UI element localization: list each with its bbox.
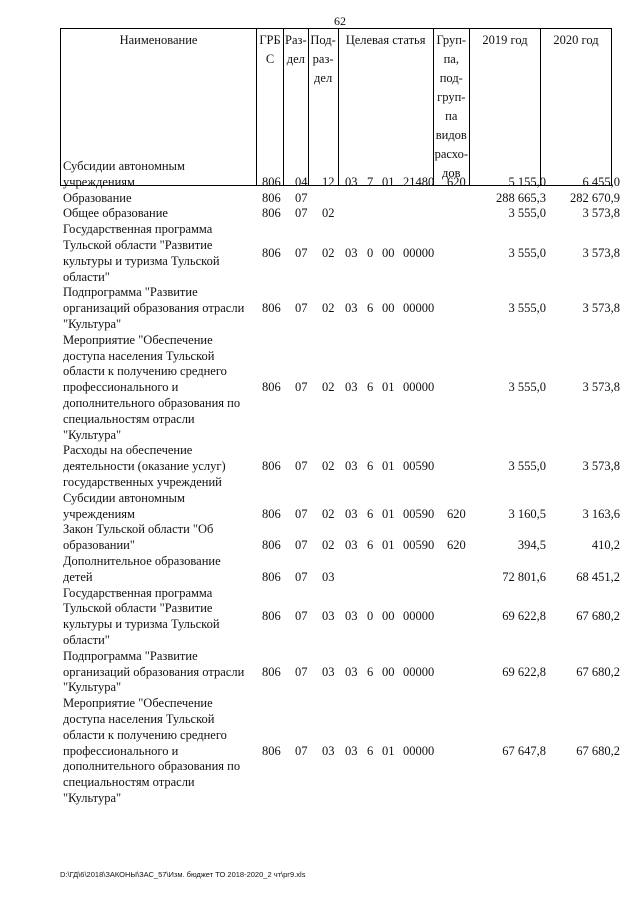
cell-2019: 69 622,8 — [502, 609, 546, 624]
cell-razdel: 07 — [295, 664, 308, 679]
row-name: Расходы на обеспечение деятельности (оказание услуг) государственных учреждений — [63, 443, 226, 489]
cell-cs-subprogram: 6 — [367, 301, 374, 316]
cell-2019: 3 555,0 — [508, 206, 546, 221]
cell-cs-event: 00 — [382, 664, 395, 679]
table-row — [0, 206, 640, 222]
cell-podrazdel: 03 — [322, 569, 335, 584]
cell-grbs: 806 — [262, 459, 281, 474]
cell-cs-subprogram: 7 — [367, 174, 374, 189]
cell-gruppa: 620 — [447, 174, 466, 189]
row-name: Образование — [63, 190, 132, 205]
cell-2020: 410,2 — [591, 538, 620, 553]
cell-cs-event: 00 — [382, 245, 395, 260]
cell-podrazdel: 02 — [322, 538, 335, 553]
cell-razdel: 07 — [295, 506, 308, 521]
header-celevaya-statya: Целевая статья — [338, 29, 433, 186]
header-grbs: ГРБ С — [257, 29, 284, 186]
cell-podrazdel: 03 — [322, 743, 335, 758]
cell-cs-event: 01 — [382, 506, 395, 521]
cell-2019: 3 555,0 — [508, 380, 546, 395]
cell-cs-event: 00 — [382, 301, 395, 316]
row-name: Дополнительное образование детей — [63, 553, 221, 584]
cell-grbs: 806 — [262, 301, 281, 316]
cell-cs-program: 03 — [345, 743, 358, 758]
row-name: Закон Тульской области "Об образовании" — [63, 522, 214, 553]
cell-podrazdel: 02 — [322, 459, 335, 474]
cell-cs-event: 01 — [382, 743, 395, 758]
table-row — [0, 333, 640, 444]
cell-cs-subprogram: 6 — [367, 538, 374, 553]
cell-podrazdel: 02 — [322, 380, 335, 395]
cell-cs-program: 03 — [345, 609, 358, 624]
cell-cs-direction: 00000 — [403, 245, 435, 260]
cell-2020: 3 573,8 — [582, 301, 620, 316]
table-row — [0, 443, 640, 490]
header-razdel: Раз- дел — [284, 29, 309, 186]
cell-podrazdel: 03 — [322, 664, 335, 679]
cell-grbs: 806 — [262, 664, 281, 679]
page-number: 62 — [334, 14, 346, 28]
cell-cs-program: 03 — [345, 538, 358, 553]
cell-podrazdel: 03 — [322, 609, 335, 624]
cell-grbs: 806 — [262, 206, 281, 221]
cell-2020: 68 451,2 — [576, 569, 620, 584]
cell-razdel: 07 — [295, 301, 308, 316]
cell-podrazdel: 02 — [322, 506, 335, 521]
cell-grbs: 806 — [262, 190, 281, 205]
row-name: Государственная программа Тульской области "Развитие культуры и туризма Тульской области" — [63, 222, 220, 284]
cell-cs-subprogram: 0 — [367, 245, 374, 260]
cell-podrazdel: 12 — [322, 174, 335, 189]
cell-razdel: 07 — [295, 245, 308, 260]
cell-razdel: 07 — [295, 569, 308, 584]
table-row — [0, 696, 640, 807]
cell-cs-direction: 00000 — [403, 743, 435, 758]
row-name: Подпрограмма "Развитие организаций образования отрасли "Культура" — [63, 648, 245, 695]
cell-grbs: 806 — [262, 538, 281, 553]
row-name: Мероприятие "Обеспечение доступа населения Тульской области к получению среднего профессионального и дополнительного образования по специальностям отрасли "Культура" — [63, 696, 241, 805]
cell-cs-program: 03 — [345, 380, 358, 395]
cell-razdel: 07 — [295, 743, 308, 758]
cell-gruppa: 620 — [447, 538, 466, 553]
cell-cs-program: 03 — [345, 245, 358, 260]
table-row — [0, 222, 640, 285]
cell-cs-event: 01 — [382, 174, 395, 189]
cell-grbs: 806 — [262, 743, 281, 758]
cell-razdel: 07 — [295, 459, 308, 474]
row-name: Государственная программа Тульской области "Развитие культуры и туризма Тульской области" — [63, 585, 220, 647]
cell-cs-program: 03 — [345, 301, 358, 316]
cell-grbs: 806 — [262, 380, 281, 395]
cell-cs-program: 03 — [345, 506, 358, 521]
cell-cs-program: 03 — [345, 459, 358, 474]
cell-2020: 67 680,2 — [576, 664, 620, 679]
cell-gruppa: 620 — [447, 506, 466, 521]
cell-2020: 3 573,8 — [582, 206, 620, 221]
row-name: Подпрограмма "Развитие организаций образования отрасли "Культура" — [63, 285, 245, 331]
table-row — [0, 554, 640, 586]
cell-2019: 394,5 — [517, 538, 546, 553]
header-gruppa: Груп- па, под- груп- па видов расхо- дов — [433, 29, 469, 186]
cell-2019: 3 160,5 — [508, 506, 546, 521]
cell-2019: 67 647,8 — [502, 743, 546, 758]
cell-cs-event: 01 — [382, 459, 395, 474]
cell-2020: 67 680,2 — [576, 743, 620, 758]
cell-cs-direction: 00000 — [403, 301, 435, 316]
cell-cs-direction: 00000 — [403, 609, 435, 624]
cell-2019: 72 801,6 — [502, 569, 546, 584]
cell-cs-event: 01 — [382, 380, 395, 395]
cell-cs-direction: 00590 — [403, 538, 435, 553]
table-row — [0, 649, 640, 696]
cell-cs-program: 03 — [345, 664, 358, 679]
cell-2019: 3 555,0 — [508, 301, 546, 316]
header-podrazdel: Под- раз- дел — [308, 29, 338, 186]
cell-grbs: 806 — [262, 609, 281, 624]
cell-2020: 3 163,6 — [582, 506, 620, 521]
row-name: Мероприятие "Обеспечение доступа населения Тульской области к получению среднего профессионального и дополнительного образования по специальностям отрасли "Культура" — [63, 332, 241, 442]
table-row — [0, 285, 640, 332]
cell-cs-subprogram: 6 — [367, 664, 374, 679]
table-row — [0, 191, 640, 207]
cell-2020: 3 573,8 — [582, 380, 620, 395]
cell-cs-event: 01 — [382, 538, 395, 553]
table-row — [0, 522, 640, 554]
cell-cs-direction: 00000 — [403, 380, 435, 395]
cell-2019: 5 155,0 — [508, 174, 546, 189]
cell-cs-direction: 21480 — [403, 174, 435, 189]
cell-cs-event: 00 — [382, 609, 395, 624]
table-row — [0, 159, 640, 191]
cell-2019: 3 555,0 — [508, 459, 546, 474]
table-row — [0, 586, 640, 649]
cell-2019: 3 555,0 — [508, 245, 546, 260]
cell-cs-subprogram: 6 — [367, 743, 374, 758]
cell-podrazdel: 02 — [322, 206, 335, 221]
cell-razdel: 04 — [295, 174, 308, 189]
cell-razdel: 07 — [295, 206, 308, 221]
row-name: Субсидии автономным учреждениям — [63, 159, 185, 189]
cell-2020: 3 573,8 — [582, 245, 620, 260]
table-body — [0, 159, 640, 807]
cell-cs-direction: 00590 — [403, 459, 435, 474]
cell-razdel: 07 — [295, 190, 308, 205]
cell-podrazdel: 02 — [322, 301, 335, 316]
cell-cs-direction: 00590 — [403, 506, 435, 521]
cell-cs-subprogram: 6 — [367, 459, 374, 474]
cell-razdel: 07 — [295, 609, 308, 624]
cell-2019: 69 622,8 — [502, 664, 546, 679]
cell-2020: 3 573,8 — [582, 459, 620, 474]
cell-cs-direction: 00000 — [403, 664, 435, 679]
header-name: Наименование — [61, 29, 257, 186]
cell-2020: 67 680,2 — [576, 609, 620, 624]
file-path-footer: D:\ГД\6\2018\ЗАКОНЫ\ЗАС_57\Изм. бюджет ТО 2018-2020_2 чт\рг9.xls — [60, 870, 306, 879]
cell-grbs: 806 — [262, 245, 281, 260]
cell-podrazdel: 02 — [322, 245, 335, 260]
cell-grbs: 806 — [262, 506, 281, 521]
row-name: Субсидии автономным учреждениям — [63, 490, 185, 521]
table-row — [0, 491, 640, 523]
cell-2020: 282 670,9 — [570, 190, 620, 205]
cell-2019: 288 665,3 — [496, 190, 546, 205]
cell-razdel: 07 — [295, 538, 308, 553]
cell-cs-program: 03 — [345, 174, 358, 189]
cell-cs-subprogram: 6 — [367, 380, 374, 395]
cell-cs-subprogram: 6 — [367, 506, 374, 521]
cell-grbs: 806 — [262, 174, 281, 189]
cell-razdel: 07 — [295, 380, 308, 395]
cell-grbs: 806 — [262, 569, 281, 584]
header-2020: 2020 год — [540, 29, 611, 186]
cell-cs-subprogram: 0 — [367, 609, 374, 624]
row-name: Общее образование — [63, 206, 168, 221]
header-2019: 2019 год — [469, 29, 540, 186]
cell-2020: 6 455,0 — [582, 174, 620, 189]
